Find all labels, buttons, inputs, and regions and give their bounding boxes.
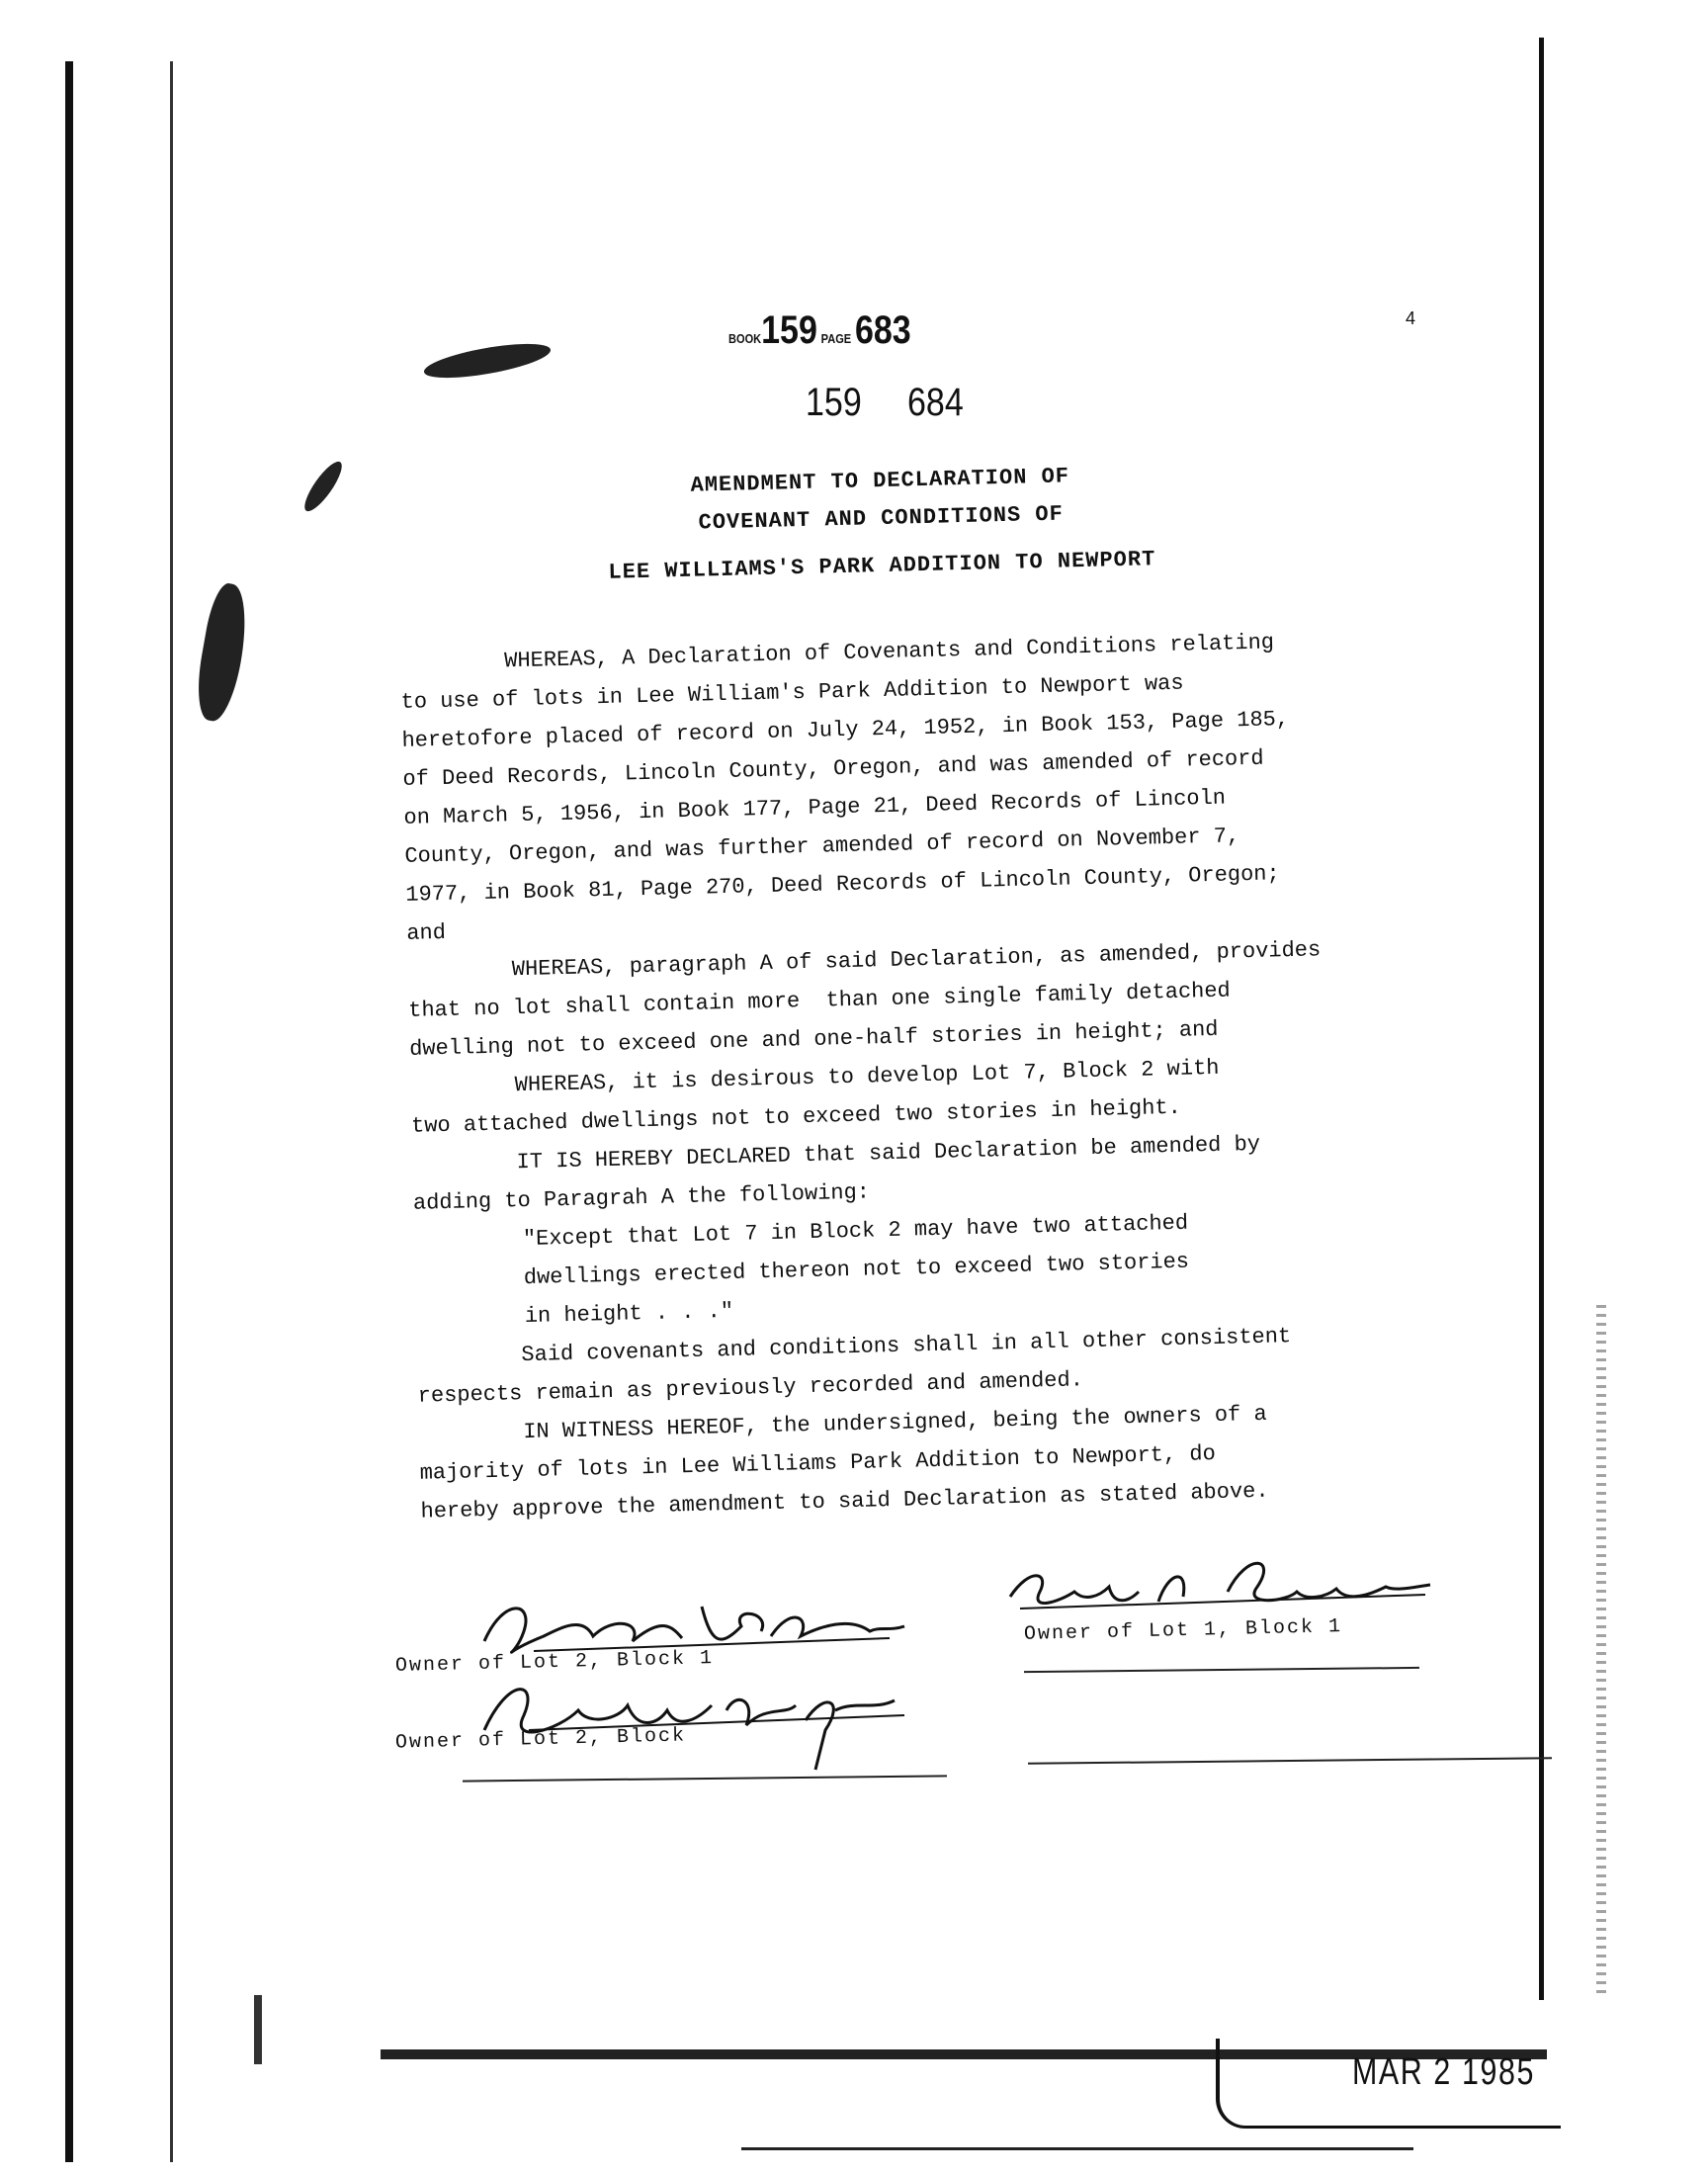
title-line-3: LEE WILLIAMS'S PARK ADDITION TO NEWPORT: [608, 547, 1156, 585]
paragraph-declared: IT IS HEREBY DECLARED that said Declaration be amended by adding to Paragrah A the following:: [411, 1131, 1261, 1216]
page-number: 684: [907, 381, 964, 424]
book-number: 159: [761, 308, 817, 352]
paragraph-whereas-2: WHEREAS, paragraph A of said Declaration, as amended, provides that no lot shall contain more than one single family detached dwelling not to exceed one and one-half stories in height; and: [406, 937, 1322, 1062]
paragraph-witness: IN WITNESS HEREOF, the undersigned, being the owners of a majority of lots in Lee Williams Park Addition to Newport, do hereby approve the amendment to said Declaration as stated above.: [418, 1401, 1269, 1524]
book-page-ref-1: [728, 308, 911, 353]
document-body: [395, 447, 1558, 1531]
quoted-amendment: "Except that Lot 7 in Block 2 may have two attached dwellings erected thereon not to exceed two stories in height . . .": [522, 1210, 1190, 1330]
signature-owner-lot2-2: [470, 1671, 924, 1780]
page-label: PAGE: [820, 331, 852, 346]
owner-caption-lot2-block: Owner of Lot 2, Block: [394, 1724, 687, 1755]
body-text: [399, 617, 1538, 1530]
page-number: 683: [854, 308, 911, 352]
document-title: [435, 452, 1327, 596]
book-number: 159: [806, 381, 862, 424]
signature-line: [1024, 1667, 1419, 1673]
scan-line-bottom: [741, 2147, 1413, 2150]
scan-edge-left: [65, 61, 73, 2162]
recording-stamp-date: MAR 2 1985: [1352, 2051, 1535, 2093]
scan-edge-left-inner: [170, 61, 173, 2162]
paragraph-consistent: Said covenants and conditions shall in all other consistent respects remain as previously recorded and amended.: [416, 1324, 1292, 1409]
paragraph-whereas-1: WHEREAS, A Declaration of Covenants and Conditions relating to use of lots in Lee William's Park Addition to Newport was heretofore placed of record on July 24, 1952, in Book 153, Page 185, of Deed Records, Lincoln County, Oregon, and was amended of record on March 5, 1956, in Book 177, Page 21, Deed Records of Lincoln County, Oregon, and was further amended of record on November 7, 1977, in Book 81, Page 270, Deed Records of Lincoln County, Oregon; and: [399, 630, 1290, 946]
corner-mark: 4: [1406, 308, 1416, 328]
owner-caption-lot2-block1: Owner of Lot 2, Block 1: [394, 1647, 715, 1678]
signature-block: [395, 1552, 1532, 1799]
paragraph-whereas-3: WHEREAS, it is desirous to develop Lot 7, Block 2 with two attached dwellings not to exceed two stories in height.: [409, 1055, 1220, 1139]
title-line-1: AMENDMENT TO DECLARATION OF: [690, 464, 1070, 498]
title-line-2: COVENANT AND CONDITIONS OF: [698, 501, 1065, 536]
owner-caption-lot1-block1: Owner of Lot 1, Block 1: [1023, 1615, 1343, 1646]
book-label: BOOK: [728, 331, 762, 346]
ink-blot: [191, 581, 254, 725]
scan-noise: [1596, 1305, 1606, 1997]
signature-line: [1028, 1757, 1552, 1765]
scan-mark: [254, 1995, 262, 2064]
ink-blot: [422, 337, 554, 385]
book-page-ref-2: [806, 381, 964, 425]
ink-blot: [299, 457, 347, 515]
